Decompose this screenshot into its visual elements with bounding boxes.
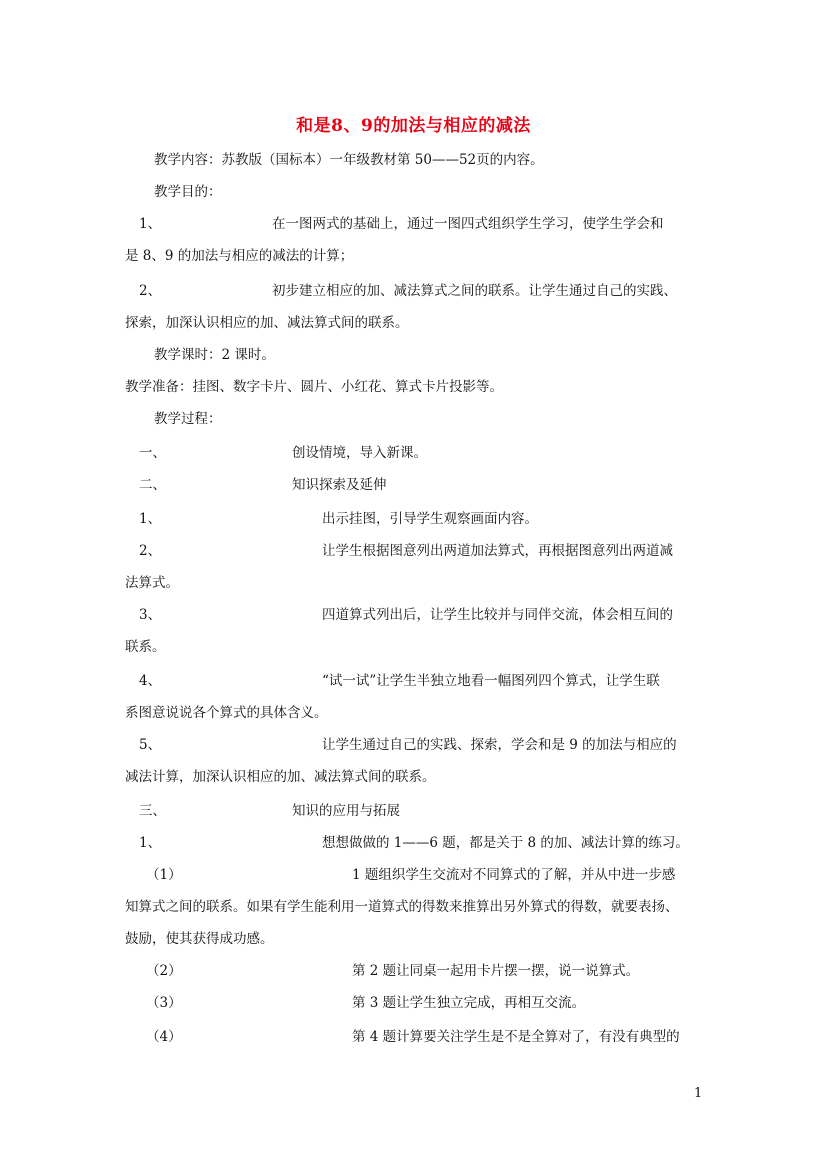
- goals-heading: 教学目的：: [154, 184, 222, 200]
- section-1-title: 创设情境，导入新课。: [292, 445, 427, 461]
- section-3-item-1-text: 想想做做的 1——6 题，都是关于 8 的加、减法计算的练习。: [322, 835, 689, 851]
- section-2-item-1-number: 1、: [139, 511, 162, 527]
- teaching-preparation: 教学准备：挂图、数字卡片、圆片、小红花、算式卡片投影等。: [125, 379, 503, 395]
- section-2-item-2-continuation: 法算式。: [125, 575, 179, 591]
- lesson-hours: 教学课时：2 课时。: [154, 347, 275, 363]
- section-2-item-5-continuation: 减法计算，加深认识相应的加、减法算式间的联系。: [125, 769, 436, 785]
- section-2-number: 二、: [139, 477, 166, 493]
- section-2-item-5-number: 5、: [139, 737, 162, 753]
- section-2-item-3-number: 3、: [139, 607, 162, 623]
- section-2-item-3-text: 四道算式列出后，让学生比较并与同伴交流，体会相互间的: [322, 607, 673, 623]
- section-2-item-4-continuation: 系图意说说各个算式的具体含义。: [125, 705, 328, 721]
- section-2-item-4-number: 4、: [139, 673, 162, 689]
- goal-1-continuation: 是 8、9 的加法与相应的减法的计算；: [125, 248, 354, 264]
- practice-1-text: 1 题组织学生交流对不同算式的了解，并从中进一步感: [352, 867, 676, 883]
- goal-2-number: 2、: [139, 283, 162, 299]
- section-2-item-3-continuation: 联系。: [125, 639, 166, 655]
- section-2-item-4-text: “试一试”让学生半独立地看一幅图列四个算式，让学生联: [322, 673, 660, 689]
- practice-3-number: （3）: [146, 995, 182, 1011]
- section-2-item-1-text: 出示挂图，引导学生观察画面内容。: [322, 511, 538, 527]
- practice-1-continuation-2: 鼓励，使其获得成功感。: [125, 931, 274, 947]
- goal-2-text: 初步建立相应的加、减法算式之间的联系。让学生通过自己的实践、: [272, 283, 677, 299]
- section-1-number: 一、: [139, 445, 166, 461]
- section-3-number: 三、: [139, 803, 166, 819]
- practice-4-number: （4）: [146, 1029, 182, 1045]
- section-2-item-2-text: 让学生根据图意列出两道加法算式，再根据图意列出两道减: [322, 543, 673, 559]
- practice-2-number: （2）: [146, 963, 182, 979]
- goal-2-continuation: 探索，加深认识相应的加、减法算式间的联系。: [125, 315, 409, 331]
- page-number: 1: [694, 1086, 703, 1101]
- practice-3-text: 第 3 题让学生独立完成，再相互交流。: [352, 995, 586, 1011]
- practice-1-continuation: 知算式之间的联系。如果有学生能利用一道算式的得数来推算出另外算式的得数，就要表扬、: [125, 899, 679, 915]
- goal-1-text: 在一图两式的基础上，通过一图四式组织学生学习，使学生学会和: [272, 216, 664, 232]
- section-3-item-1-number: 1、: [139, 835, 162, 851]
- section-2-item-2-number: 2、: [139, 543, 162, 559]
- goal-1-number: 1、: [139, 216, 162, 232]
- process-heading: 教学过程：: [154, 411, 222, 427]
- section-3-title: 知识的应用与拓展: [292, 803, 400, 819]
- document-title: 和是8、9的加法与相应的减法: [296, 116, 531, 136]
- section-2-title: 知识探索及延伸: [292, 477, 387, 493]
- content-line: 教学内容：苏教版（国标本）一年级教材第 50——52页的内容。: [154, 152, 544, 168]
- practice-1-number: （1）: [146, 867, 182, 883]
- practice-2-text: 第 2 题让同桌一起用卡片摆一摆，说一说算式。: [352, 963, 640, 979]
- practice-4-text: 第 4 题计算要关注学生是不是全算对了，有没有典型的: [352, 1029, 680, 1045]
- section-2-item-5-text: 让学生通过自己的实践、探索，学会和是 9 的加法与相应的: [322, 737, 677, 753]
